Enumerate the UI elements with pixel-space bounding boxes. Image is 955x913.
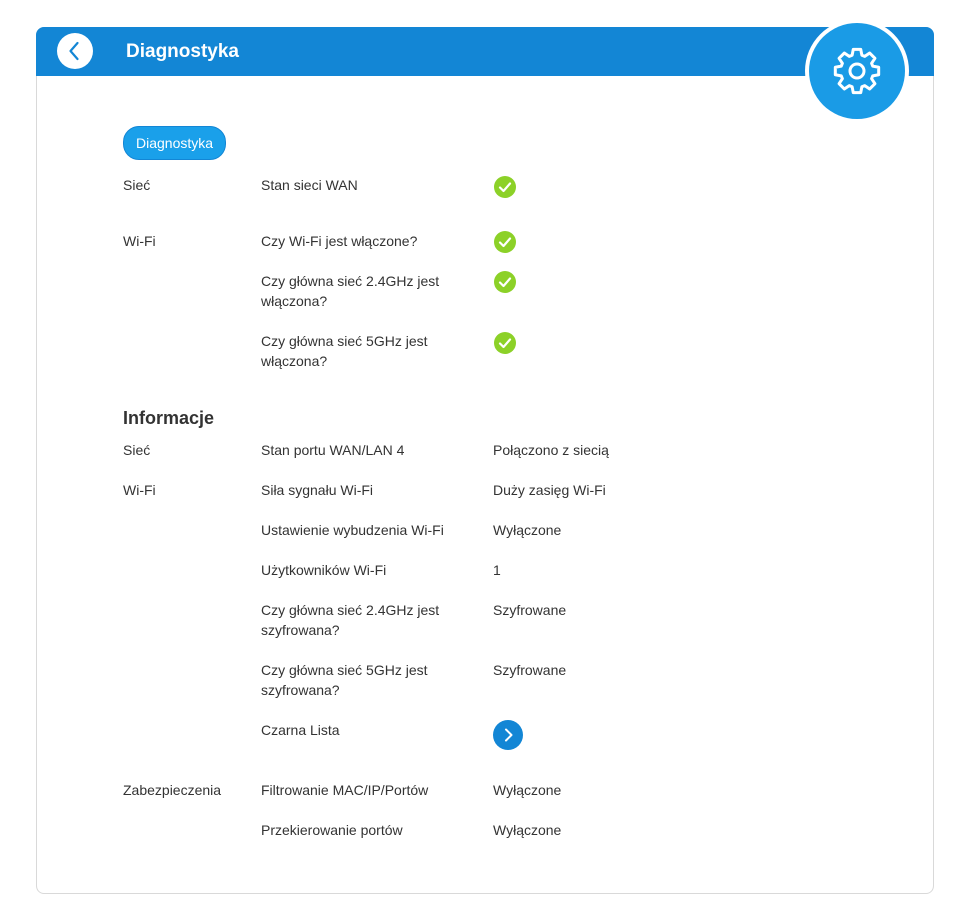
page-title: Diagnostyka (126, 41, 239, 62)
page-header (36, 27, 934, 76)
info-port-forward-value: Wyłączone (493, 822, 562, 838)
chevron-left-icon (57, 33, 93, 69)
info-mac-filter-label: Filtrowanie MAC/IP/Portów (261, 782, 429, 798)
info-5-encryption-value: Szyfrowane (493, 662, 567, 678)
diag-wifi-category: Wi-Fi (123, 233, 156, 249)
info-users-value: 1 (493, 562, 501, 578)
blacklist-open-button[interactable] (493, 720, 523, 750)
info-5-encryption-label: Czy główna sieć 5GHz jest szyfrowana? (261, 662, 428, 698)
check-circle-icon (494, 271, 516, 293)
info-section-title: Informacje (123, 408, 215, 428)
info-24-encryption-label: Czy główna sieć 2.4GHz jest szyfrowana? (261, 602, 440, 638)
info-blacklist-label: Czarna Lista (261, 722, 340, 738)
info-wan-port-value: Połączono z siecią (493, 442, 609, 458)
diag-network-category: Sieć (123, 177, 151, 193)
info-users-label: Użytkowników Wi-Fi (261, 562, 387, 578)
diag-wifi-5-enabled-label: Czy główna sieć 5GHz jest włączona? (261, 333, 428, 369)
info-signal-value: Duży zasięg Wi-Fi (493, 482, 606, 498)
diag-wifi-24-enabled-label: Czy główna sieć 2.4GHz jest włączona? (261, 273, 440, 309)
gear-icon (809, 23, 905, 119)
check-circle-icon (494, 332, 516, 354)
diag-wan-status-label: Stan sieci WAN (261, 177, 358, 193)
settings-button[interactable] (809, 23, 905, 119)
diag-wifi-enabled-label: Czy Wi-Fi jest włączone? (261, 233, 418, 249)
chevron-right-icon (493, 720, 523, 750)
tab-diagnostyka[interactable]: Diagnostyka (123, 126, 226, 160)
info-mac-filter-value: Wyłączone (493, 782, 562, 798)
info-signal-label: Siła sygnału Wi-Fi (261, 482, 374, 498)
info-port-forward-label: Przekierowanie portów (261, 822, 403, 838)
info-wifi-category: Wi-Fi (123, 482, 156, 498)
back-button[interactable] (57, 33, 93, 69)
check-circle-icon (494, 176, 516, 198)
info-wan-port-label: Stan portu WAN/LAN 4 (261, 442, 405, 458)
info-network-category: Sieć (123, 442, 151, 458)
info-wake-value: Wyłączone (493, 522, 562, 538)
info-24-encryption-value: Szyfrowane (493, 602, 567, 618)
info-wake-label: Ustawienie wybudzenia Wi-Fi (261, 522, 444, 538)
info-security-category: Zabezpieczenia (123, 782, 222, 798)
check-circle-icon (494, 231, 516, 253)
